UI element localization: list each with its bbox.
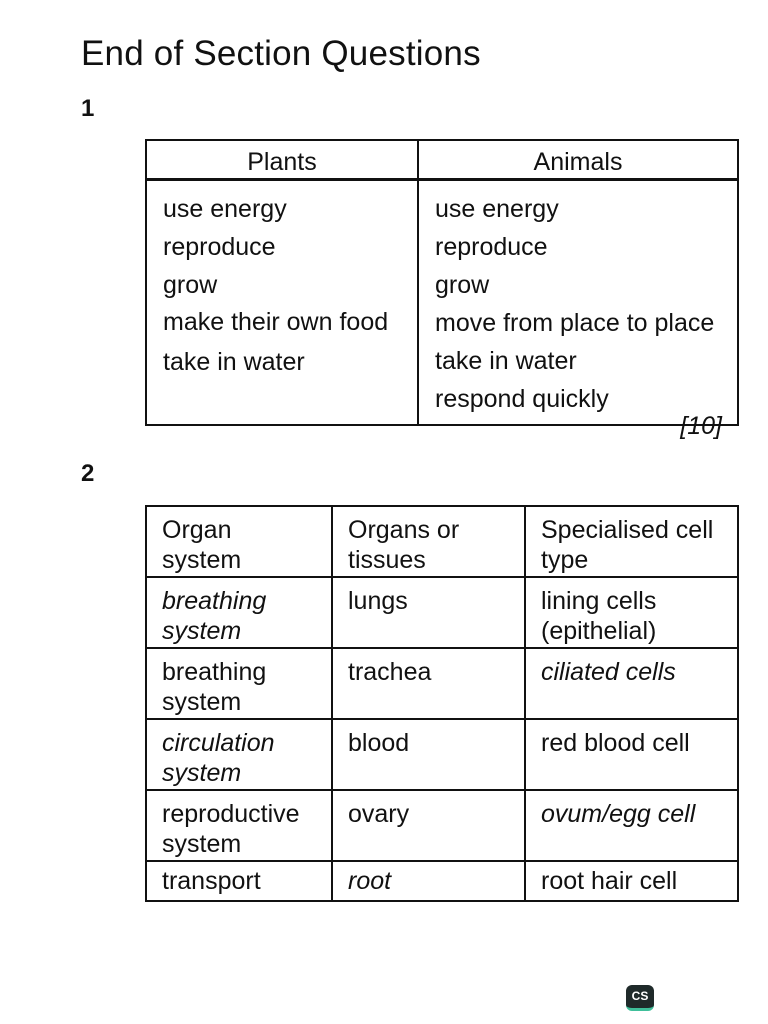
animals-item: respond quickly	[435, 384, 609, 413]
organ-cell: blood	[332, 719, 525, 790]
cell-type-cell: ciliated cells	[525, 648, 738, 719]
organ-cell: root	[332, 861, 525, 901]
question-1-number: 1	[81, 95, 95, 122]
header-organs-tissues: Organs or tissues	[332, 506, 525, 577]
animals-item: take in water	[435, 346, 577, 375]
organ-cell: ovary	[332, 790, 525, 861]
plants-item: use energy	[163, 194, 287, 223]
organ-cell: lungs	[332, 577, 525, 648]
cell-type-cell: lining cells (epithelial)	[525, 577, 738, 648]
camscanner-logo-icon: CS	[626, 985, 654, 1011]
table-row	[146, 577, 738, 648]
table-row	[146, 790, 738, 861]
header-organ-system: Organ system	[146, 506, 332, 577]
plants-column	[146, 179, 418, 425]
page-title: End of Section Questions	[81, 34, 481, 73]
organ-system-table	[145, 505, 739, 902]
cell-type-cell: root hair cell	[525, 861, 738, 901]
plants-item: grow	[163, 270, 218, 299]
table-row	[146, 861, 738, 901]
table-header-row	[146, 506, 738, 577]
organ-system-cell: breathing system	[146, 577, 332, 648]
animals-item: reproduce	[435, 232, 548, 261]
organ-cell: trachea	[332, 648, 525, 719]
plants-item: make their own food	[163, 307, 389, 336]
cell-type-cell: ovum/egg cell	[525, 790, 738, 861]
header-cell-type: Specialised cell type	[525, 506, 738, 577]
plants-animals-table	[145, 139, 739, 426]
question-1-marks: [10]	[680, 412, 722, 440]
animals-item: use energy	[435, 194, 559, 223]
plants-item: take in water	[163, 347, 305, 376]
cell-type-cell: red blood cell	[525, 719, 738, 790]
table-row	[146, 719, 738, 790]
animals-column	[418, 179, 738, 425]
animals-item: grow	[435, 270, 490, 299]
organ-system-cell: transport	[146, 861, 332, 901]
organ-system-cell: circulation system	[146, 719, 332, 790]
header-animals: Animals	[418, 140, 738, 179]
plants-item: reproduce	[163, 232, 276, 261]
animals-item: move from place to place	[435, 308, 715, 337]
header-plants: Plants	[146, 140, 418, 179]
table-row	[146, 648, 738, 719]
organ-system-cell: reproductive system	[146, 790, 332, 861]
organ-system-cell: breathing system	[146, 648, 332, 719]
question-2-number: 2	[81, 460, 95, 487]
